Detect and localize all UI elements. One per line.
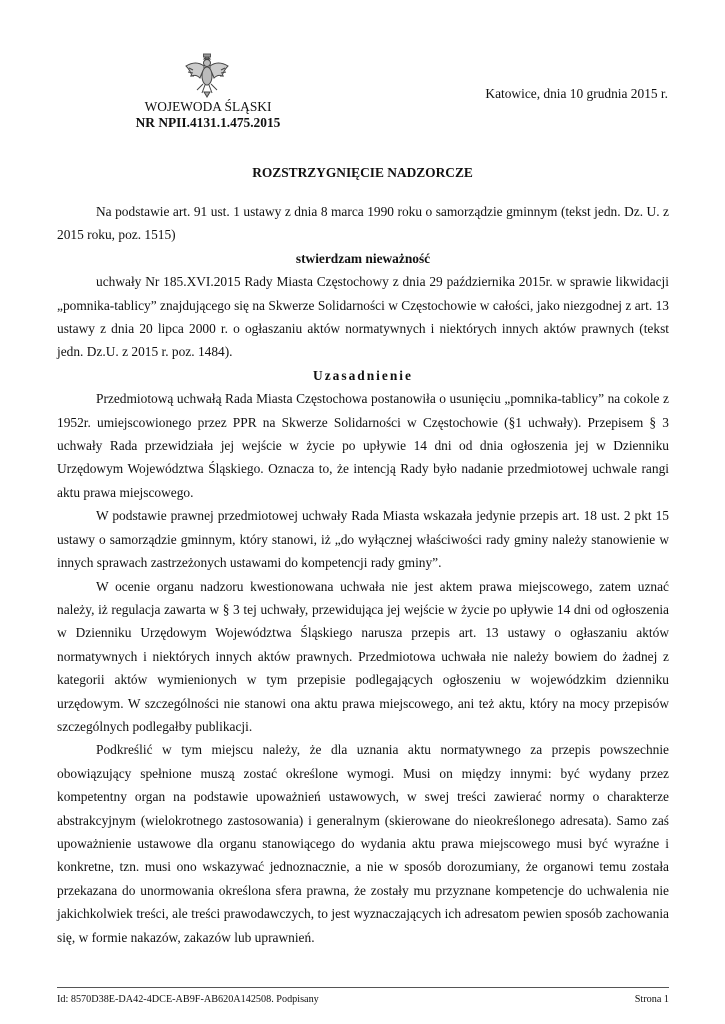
decision-paragraph: uchwały Nr 185.XVI.2015 Rady Miasta Częstochowy z dnia 29 października 2015r. w sprawie likwidacji „pomnika-tablicy” znajdującego się na Skwerze Solidarności w Częstochowie w całości, jako niezgodnej z art. 13 ustawy z dnia 20 lipca 2000 r. o ogłaszaniu aktów normatywnych i niektórych innych aktów prawnych (tekst jedn. Dz.U. z 2015 r. poz. 1484). bbox=[57, 274, 669, 360]
page-number: Strona 1 bbox=[634, 994, 669, 1005]
document-body bbox=[57, 200, 669, 949]
document-title: ROZSTRZYGNIĘCIE NADZORCZE bbox=[252, 165, 473, 180]
justification-paragraph-1: Przedmiotową uchwałą Rada Miasta Częstochowa postanowiła o usunięciu „pomnika-tablicy” na cokole z 1952r. umiejscowionego przez PPR na Skwerze Solidarności w Częstochowie (§1 uchwały). Przepisem § 3 uchwały Rada przewidziała jej wejście w życie po upływie 14 dni od dnia ogłoszenia jej w Dzienniku Urzędowym Województwa Śląskiego. Oznacza to, że intencją Rady było nadanie przedmiotowej uchwale rangi aktu prawa miejscowego. bbox=[57, 391, 669, 500]
legal-basis-paragraph: Na podstawie art. 91 ust. 1 ustawy z dnia 8 marca 1990 roku o samorządzie gminnym (tekst jedn. Dz. U. z 2015 roku, poz. 1515) bbox=[57, 204, 669, 243]
document-id: Id: 8570D38E-DA42-4DCE-AB9F-AB620A142508. Podpisany bbox=[57, 994, 319, 1005]
justification-paragraph-3: W ocenie organu nadzoru kwestionowana uchwała nie jest aktem prawa miejscowego, zatem uznać należy, iż regulacja zawarta w § 3 tej uchwały, przewidująca jej wejście w życie po upływie 14 dni od ogłoszenia w Dzienniku Urzędowym Województwa Śląskiego narusza przepis art. 13 ustawy o ogłaszaniu aktów normatywnych i niektórych innych aktów prawnych. Przedmiotowa uchwała nie należy bowiem do żadnej z kategorii aktów wymienionych w tym przepisie podlegających ogłoszeniu w wojewódzkim dzienniku urzędowym. W szczególności nie stanowi ona aktu prawa miejscowego, ani też aktu, który na mocy przepisów szczególnych podlegałby publikacji. bbox=[57, 578, 669, 734]
issuer-name: WOJEWODA ŚLĄSKI bbox=[144, 99, 272, 114]
reference-number: NR NPII.4131.1.475.2015 bbox=[135, 114, 281, 130]
place-date: Katowice, dnia 10 grudnia 2015 r. bbox=[485, 86, 668, 101]
justification-paragraph-2: W podstawie prawnej przedmiotowej uchwały Rada Miasta wskazała jedynie przepis art. 18 ust. 2 pkt 15 ustawy o samorządzie gminnym, który stanowi, iż „do wyłącznej właściwości rady gminy należy stanowienie w innych sprawach zastrzeżonych ustawami do kompetencji rady gminy”. bbox=[57, 508, 669, 571]
issuer-block bbox=[118, 99, 298, 130]
polish-eagle-emblem-icon bbox=[183, 52, 231, 100]
footer-divider bbox=[57, 987, 669, 988]
decision-heading: stwierdzam nieważność bbox=[295, 250, 431, 266]
justification-heading: Uzasadnienie bbox=[313, 367, 413, 383]
justification-paragraph-4: Podkreślić w tym miejscu należy, że dla uznania aktu normatywnego za przepis powszechnie obowiązujący spełnione muszą zostać określone wymogi. Musi on między innymi: być wydany przez kompetentny organ na podstawie upoważnień ustawowych, w swej treści zawierać normy o charakterze abstrakcyjnym (wielokrotnego zastosowania) i generalnym (skierowane do nieokreślonego adresata). Samo zaś upoważnienie ustawowe dla organu stanowiącego do wydania aktu prawa miejscowego musi być wyraźne i konkretne, tzn. musi ono wskazywać jednoznacznie, a nie w sposób dorozumiany, że organowi temu została przekazana do unormowania określona sfera prawna, że zostały mu przyznane kompetencje do uchwalenia nie jakichkolwiek treści, ale treści prawodawczych, to jest wyznaczających ich adresatom pewien sposób zachowania się, w formie nakazów, zakazów lub uprawnień. bbox=[57, 742, 669, 945]
